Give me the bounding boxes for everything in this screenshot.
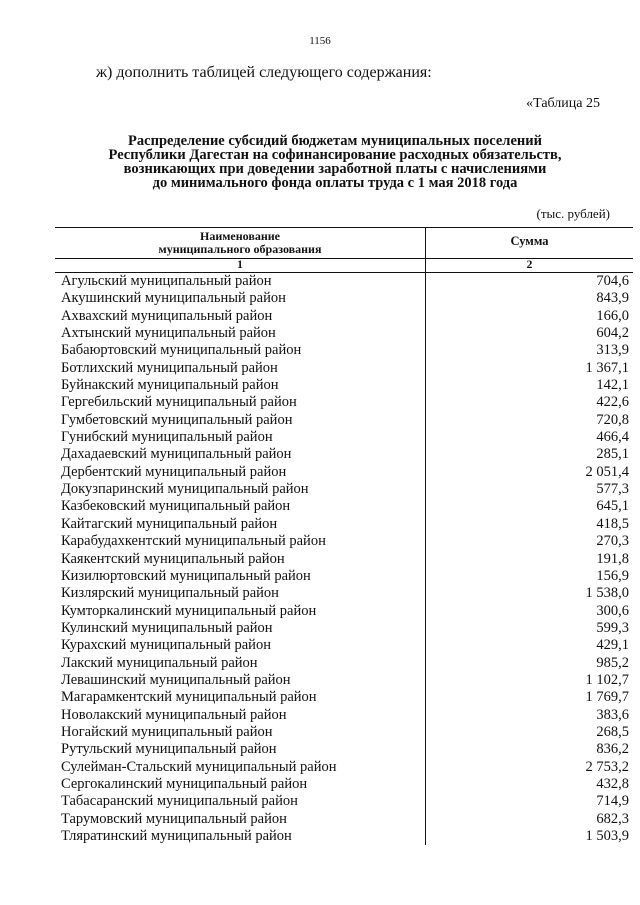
district-name-cell: Левашинский муниципальный район xyxy=(61,671,291,688)
title-line: Распределение субсидий бюджетам муниципальных поселений xyxy=(128,133,542,149)
amount-cell: 432,8 xyxy=(596,775,629,792)
amount-cell: 166,0 xyxy=(596,307,629,324)
table-row xyxy=(55,637,633,654)
table-row xyxy=(55,655,633,672)
district-name-cell: Тарумовский муниципальный район xyxy=(61,810,287,827)
table-row xyxy=(55,759,633,776)
district-name-cell: Ногайский муниципальный район xyxy=(61,723,273,740)
table-row xyxy=(55,481,633,498)
table-row xyxy=(55,377,633,394)
district-name-cell: Каякентский муниципальный район xyxy=(61,550,285,567)
table-row xyxy=(55,724,633,741)
amount-cell: 704,6 xyxy=(596,273,629,289)
amount-cell: 1 769,7 xyxy=(585,689,629,706)
district-name-cell: Кайтагский муниципальный район xyxy=(61,515,278,532)
table-row xyxy=(55,342,633,359)
table-row xyxy=(55,689,633,706)
intro-text: ж) дополнить таблицей следующего содержания: xyxy=(96,64,432,81)
district-name-cell: Кизилюртовский муниципальный район xyxy=(61,567,311,584)
table-row xyxy=(55,551,633,568)
units-note: (тыс. рублей) xyxy=(536,206,610,221)
table-row xyxy=(55,707,633,724)
page-number: 1156 xyxy=(309,35,331,47)
district-name-cell: Курахский муниципальный район xyxy=(61,637,271,654)
amount-cell: 599,3 xyxy=(596,619,629,636)
amount-cell: 2 753,2 xyxy=(585,758,629,775)
amount-cell: 2 051,4 xyxy=(585,463,629,480)
document-title xyxy=(60,134,610,190)
table-label: «Таблица 25 xyxy=(526,96,600,111)
table-row xyxy=(55,793,633,810)
amount-cell: 645,1 xyxy=(596,498,629,515)
column-number-2: 2 xyxy=(425,259,633,272)
district-name-cell: Табасаранский муниципальный район xyxy=(61,793,298,810)
amount-cell: 191,8 xyxy=(596,550,629,567)
table-row xyxy=(55,603,633,620)
district-name-cell: Докузпаринский муниципальный район xyxy=(61,481,309,498)
table-row xyxy=(55,620,633,637)
district-name-cell: Магарамкентский муниципальный район xyxy=(61,689,317,706)
district-name-cell: Агульский муниципальный район xyxy=(61,273,272,289)
district-name-cell: Бабаюртовский муниципальный район xyxy=(61,342,302,359)
amount-cell: 422,6 xyxy=(596,394,629,411)
amount-cell: 418,5 xyxy=(596,515,629,532)
district-name-cell: Буйнакский муниципальный район xyxy=(61,377,279,394)
table-row xyxy=(55,394,633,411)
amount-cell: 720,8 xyxy=(596,411,629,428)
table-row xyxy=(55,273,633,290)
table-row xyxy=(55,498,633,515)
district-name-cell: Карабудахкентский муниципальный район xyxy=(61,533,326,550)
table-row xyxy=(55,828,633,845)
table-row xyxy=(55,429,633,446)
district-name-cell: Ахвахский муниципальный район xyxy=(61,307,273,324)
district-name-cell: Ботлихский муниципальный район xyxy=(61,359,278,376)
amount-cell: 313,9 xyxy=(596,342,629,359)
district-name-cell: Кумторкалинский муниципальный район xyxy=(61,602,317,619)
amount-cell: 268,5 xyxy=(596,723,629,740)
amount-cell: 300,6 xyxy=(596,602,629,619)
table-row xyxy=(55,446,633,463)
amount-cell: 682,3 xyxy=(596,810,629,827)
amount-cell: 466,4 xyxy=(596,429,629,446)
title-line: возникающих при доведении заработной платы с начислениями xyxy=(123,161,547,177)
table-body xyxy=(55,273,633,845)
district-name-cell: Гунибский муниципальный район xyxy=(61,429,273,446)
district-name-cell: Акушинский муниципальный район xyxy=(61,290,286,307)
table-row xyxy=(55,516,633,533)
table-row xyxy=(55,585,633,602)
amount-cell: 142,1 xyxy=(596,377,629,394)
district-name-cell: Новолакский муниципальный район xyxy=(61,706,287,723)
title-line: до минимального фонда оплаты труда с 1 мая 2018 года xyxy=(152,175,518,191)
district-name-cell: Тляратинский муниципальный район xyxy=(61,828,292,844)
table-row xyxy=(55,360,633,377)
header-name-line1: Наименование xyxy=(200,229,280,243)
header-name-column xyxy=(55,228,425,258)
header-sum-column: Сумма xyxy=(425,228,633,258)
table-row xyxy=(55,776,633,793)
amount-cell: 156,9 xyxy=(596,567,629,584)
amount-cell: 383,6 xyxy=(596,706,629,723)
amount-cell: 604,2 xyxy=(596,325,629,342)
amount-cell: 1 102,7 xyxy=(585,671,629,688)
amount-cell: 985,2 xyxy=(596,654,629,671)
district-name-cell: Кизлярский муниципальный район xyxy=(61,585,279,602)
district-name-cell: Рутульский муниципальный район xyxy=(61,741,277,758)
table-header xyxy=(55,227,633,259)
header-name-line2: муниципального образования xyxy=(158,242,322,256)
table-row xyxy=(55,464,633,481)
district-name-cell: Сулейман-Стальский муниципальный район xyxy=(61,758,337,775)
amount-cell: 1 538,0 xyxy=(585,585,629,602)
district-name-cell: Ахтынский муниципальный район xyxy=(61,325,276,342)
amount-cell: 836,2 xyxy=(596,741,629,758)
table-row xyxy=(55,308,633,325)
table-row xyxy=(55,533,633,550)
district-name-cell: Гергебильский муниципальный район xyxy=(61,394,297,411)
title-line: Республики Дагестан на софинансирование расходных обязательств, xyxy=(108,147,562,163)
amount-cell: 285,1 xyxy=(596,446,629,463)
amount-cell: 577,3 xyxy=(596,481,629,498)
table-row xyxy=(55,290,633,307)
table-row xyxy=(55,568,633,585)
table-row xyxy=(55,811,633,828)
table-row xyxy=(55,412,633,429)
amount-cell: 429,1 xyxy=(596,637,629,654)
table-row xyxy=(55,325,633,342)
district-name-cell: Кулинский муниципальный район xyxy=(61,619,273,636)
table-row xyxy=(55,672,633,689)
district-name-cell: Сергокалинский муниципальный район xyxy=(61,775,308,792)
amount-cell: 1 503,9 xyxy=(585,828,629,844)
district-name-cell: Гумбетовский муниципальный район xyxy=(61,411,293,428)
table-row xyxy=(55,741,633,758)
amount-cell: 843,9 xyxy=(596,290,629,307)
subsidy-table xyxy=(55,227,633,845)
column-numbers-row xyxy=(55,259,633,273)
amount-cell: 270,3 xyxy=(596,533,629,550)
column-number-1: 1 xyxy=(237,259,243,271)
district-name-cell: Казбековский муниципальный район xyxy=(61,498,291,515)
district-name-cell: Лакский муниципальный район xyxy=(61,654,258,671)
district-name-cell: Дербентский муниципальный район xyxy=(61,463,287,480)
amount-cell: 1 367,1 xyxy=(585,359,629,376)
amount-cell: 714,9 xyxy=(596,793,629,810)
district-name-cell: Дахадаевский муниципальный район xyxy=(61,446,292,463)
